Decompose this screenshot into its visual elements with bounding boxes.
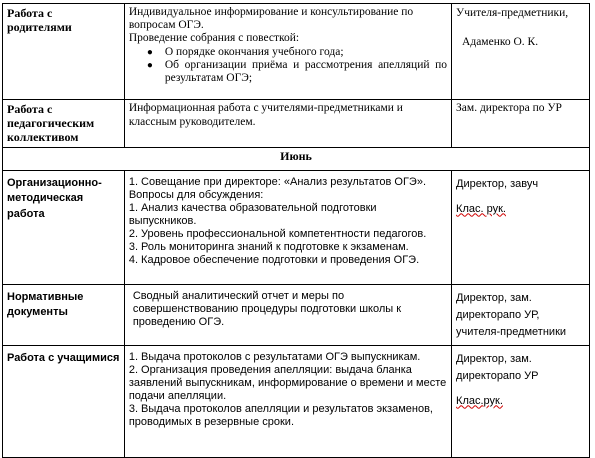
section-cell bbox=[3, 170, 125, 284]
table-row-methodical bbox=[3, 170, 590, 284]
section-label: Работа с учащимися bbox=[7, 351, 120, 364]
responsible-text: Клас. рук. bbox=[456, 202, 506, 215]
responsible-cell bbox=[452, 170, 590, 284]
content-cell bbox=[124, 345, 451, 457]
section-cell bbox=[3, 4, 125, 100]
content-cell bbox=[124, 170, 451, 284]
bullet-icon: ● bbox=[146, 60, 153, 71]
section-label: Организационно-методическая работа bbox=[7, 176, 102, 220]
content-cell bbox=[124, 100, 451, 148]
list-item: ● О порядке окончания учебного года; bbox=[146, 46, 344, 58]
content-text: Сводный аналитический отчет и меры по совершенствованию процедуры подготовки школы к проведению ОГЭ. bbox=[132, 289, 402, 328]
responsible-text: Директор, завуч bbox=[456, 177, 539, 190]
section-label: Нормативные документы bbox=[7, 290, 84, 318]
content-text: Информационная работа с учителями-предметниками и классным руководителем. bbox=[128, 102, 403, 128]
content-text: 2. Организация проведения апелляции: выдача бланка заявлений выпускникам, информирование о времени и месте подачи апелляции. bbox=[128, 363, 447, 402]
section-label: Работа с педагогическим коллективом bbox=[7, 102, 95, 144]
responsible-cell bbox=[452, 100, 590, 148]
content-text: Индивидуальное информирование и консультирование по вопросам ОГЭ. bbox=[128, 6, 414, 31]
event-plan-table bbox=[2, 3, 590, 458]
section-label: Работа с родителями bbox=[7, 6, 72, 34]
responsible-text: Зам. директора по УР bbox=[456, 102, 562, 114]
responsible-cell bbox=[452, 345, 590, 457]
responsible-text: директорапо УР bbox=[456, 369, 539, 382]
month-heading: Июнь bbox=[3, 148, 590, 171]
content-text: Проведение собрания с повесткой: bbox=[128, 32, 300, 44]
agenda-list bbox=[129, 46, 447, 85]
table-row-normative bbox=[3, 284, 590, 345]
table-row-students bbox=[3, 345, 590, 457]
responsible-cell bbox=[452, 284, 590, 345]
content-text: 1. Выдача протоколов с результатами ОГЭ выпускникам. bbox=[128, 350, 421, 363]
table-row-staff bbox=[3, 100, 590, 148]
responsible-text: директорапо УР, bbox=[456, 308, 540, 321]
responsible-text: Учителя-предметники, bbox=[456, 7, 569, 19]
content-text: 1. Анализ качества образовательной подготовки выпускников. bbox=[128, 201, 377, 227]
content-text: 3. Выдача протоколов апелляции и результатов экзаменов, проводимых в резервные сроки. bbox=[128, 402, 433, 428]
table-row-parents bbox=[3, 4, 590, 100]
responsible-text: Адаменко О. К. bbox=[462, 36, 539, 48]
bullet-icon: ● bbox=[146, 47, 153, 58]
list-item: ● Об организации приёма и рассмотрения апелляций по результатам ОГЭ; bbox=[146, 59, 448, 84]
responsible-cell bbox=[452, 4, 590, 100]
content-text: 1. Совещание при директоре: «Анализ результатов ОГЭ». bbox=[128, 175, 426, 188]
responsible-text: Директор, зам. bbox=[456, 352, 532, 365]
content-text: 3. Роль мониторинга знаний к подготовке к экзаменам. bbox=[128, 240, 409, 253]
content-cell bbox=[124, 4, 451, 100]
section-cell bbox=[3, 284, 125, 345]
content-text: 4. Кадровое обеспечение подготовки и проведения ОГЭ. bbox=[128, 253, 420, 266]
responsible-text: Клас.рук. bbox=[456, 394, 503, 407]
responsible-text: учителя-предметники bbox=[456, 325, 567, 338]
content-text: Вопросы для обсуждения: bbox=[128, 188, 264, 201]
content-text: 2. Уровень профессиональной компетентности педагогов. bbox=[128, 227, 427, 240]
section-cell bbox=[3, 345, 125, 457]
table-row-month bbox=[3, 148, 590, 171]
section-cell bbox=[3, 100, 125, 148]
content-cell bbox=[124, 284, 451, 345]
responsible-text: Директор, зам. bbox=[456, 291, 532, 304]
